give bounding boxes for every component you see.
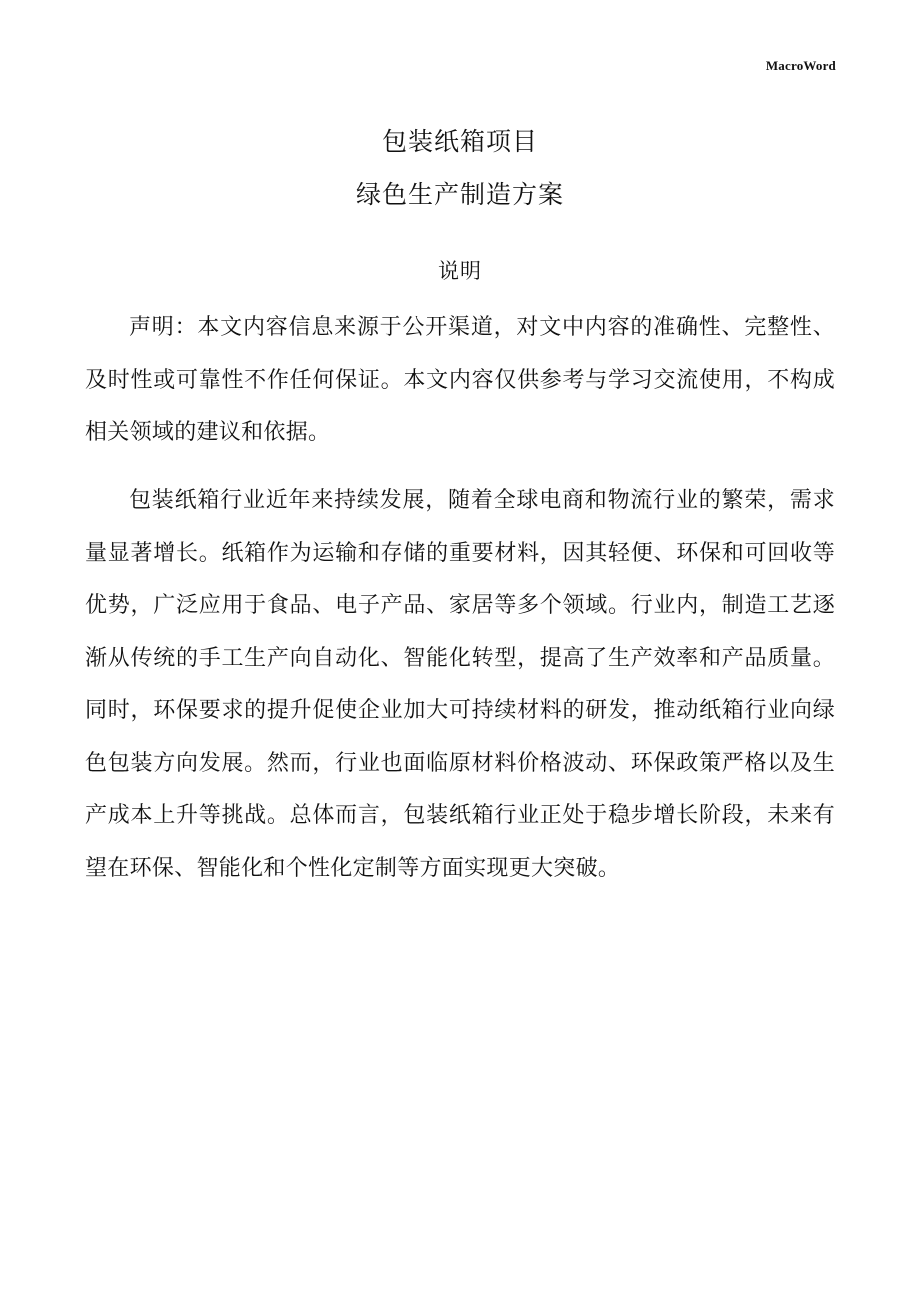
header-brand: MacroWord (765, 58, 836, 73)
intro-paragraph: 包装纸箱行业近年来持续发展，随着全球电商和物流行业的繁荣，需求量显著增长。纸箱作为运输和存储的重要材料，因其轻便、环保和可回收等优势，广泛应用于食品、电子产品、家居等多个领域。行业内，制造工艺逐渐从传统的手工生产向自动化、智能化转型，提高了生产效率和产品质量。同时，环保要求的提升促使企业加大可持续材料的研发，推动纸箱行业向绿色包装方向发展。然而，行业也面临原材料价格波动、环保政策严格以及生产成本上升等挑战。总体而言，包装纸箱行业正处于稳步增长阶段，未来有望在环保、智能化和个性化定制等方面实现更大突破。 (85, 488, 835, 881)
disclaimer-paragraph: 声明：本文内容信息来源于公开渠道，对文中内容的准确性、完整性、及时性或可靠性不作任何保证。本文内容仅供参考与学习交流使用，不构成相关领域的建议和依据。 (85, 315, 835, 445)
section-heading: 说明 (438, 259, 482, 283)
document-title: 包装纸箱项目 (381, 127, 538, 156)
document-subtitle: 绿色生产制造方案 (355, 180, 564, 209)
